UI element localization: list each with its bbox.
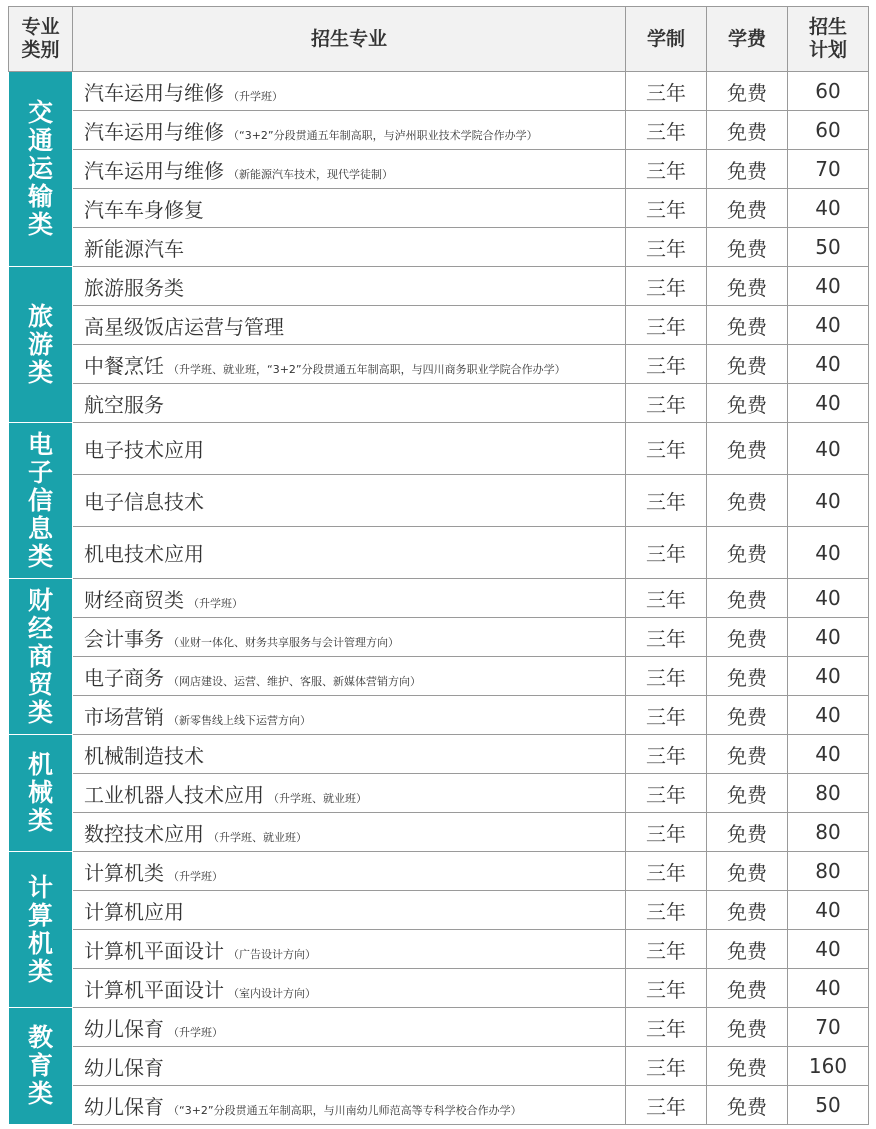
major-cell: 航空服务: [73, 384, 626, 423]
header-category: 专业类别: [9, 7, 73, 72]
table-row: [9, 969, 869, 1008]
major-note: （室内设计方向）: [228, 986, 316, 1000]
plan-cell: 80: [788, 774, 869, 813]
category-cell: 财经商贸类: [9, 579, 73, 735]
duration-cell: 三年: [626, 527, 707, 579]
plan-cell: 50: [788, 228, 869, 267]
duration-cell: 三年: [626, 384, 707, 423]
plan-cell: 40: [788, 306, 869, 345]
table-row: [9, 891, 869, 930]
duration-cell: 三年: [626, 813, 707, 852]
major-note: （“3+2”分段贯通五年制高职，与川南幼儿师范高等专科学校合作办学）: [168, 1103, 522, 1117]
fee-cell: 免费: [707, 228, 788, 267]
duration-cell: 三年: [626, 72, 707, 111]
table-row: [9, 527, 869, 579]
fee-cell: 免费: [707, 969, 788, 1008]
duration-cell: 三年: [626, 891, 707, 930]
fee-cell: 免费: [707, 696, 788, 735]
table-row: [9, 150, 869, 189]
plan-cell: 50: [788, 1086, 869, 1125]
major-cell: 汽车车身修复: [73, 189, 626, 228]
fee-cell: 免费: [707, 1086, 788, 1125]
plan-cell: 40: [788, 579, 869, 618]
major-note: （升学班、就业班）: [208, 830, 307, 844]
table-row: [9, 306, 869, 345]
major-cell: 市场营销 （新零售线上线下运营方向）: [73, 696, 626, 735]
fee-cell: 免费: [707, 735, 788, 774]
table-row: [9, 579, 869, 618]
major-cell: 计算机应用: [73, 891, 626, 930]
fee-cell: 免费: [707, 1008, 788, 1047]
major-cell: 电子商务 （网店建设、运营、维护、客服、新媒体营销方向）: [73, 657, 626, 696]
major-cell: 电子技术应用: [73, 423, 626, 475]
duration-cell: 三年: [626, 111, 707, 150]
plan-cell: 40: [788, 969, 869, 1008]
duration-cell: 三年: [626, 1086, 707, 1125]
table-row: [9, 72, 869, 111]
plan-cell: 40: [788, 527, 869, 579]
fee-cell: 免费: [707, 657, 788, 696]
header-duration: 学制: [626, 7, 707, 72]
table-row: [9, 657, 869, 696]
table-row: [9, 475, 869, 527]
fee-cell: 免费: [707, 618, 788, 657]
major-note: （升学班、就业班，“3+2”分段贯通五年制高职，与四川商务职业学院合作办学）: [168, 362, 566, 376]
major-cell: 高星级饭店运营与管理: [73, 306, 626, 345]
fee-cell: 免费: [707, 423, 788, 475]
table-row: [9, 735, 869, 774]
fee-cell: 免费: [707, 813, 788, 852]
duration-cell: 三年: [626, 267, 707, 306]
plan-cell: 160: [788, 1047, 869, 1086]
fee-cell: 免费: [707, 1047, 788, 1086]
fee-cell: 免费: [707, 267, 788, 306]
table-header-row: [9, 7, 869, 72]
duration-cell: 三年: [626, 735, 707, 774]
duration-cell: 三年: [626, 969, 707, 1008]
plan-cell: 40: [788, 475, 869, 527]
major-cell: 计算机平面设计 （室内设计方向）: [73, 969, 626, 1008]
major-cell: 机电技术应用: [73, 527, 626, 579]
table-row: [9, 111, 869, 150]
duration-cell: 三年: [626, 696, 707, 735]
major-note: （新零售线上线下运营方向）: [168, 713, 311, 727]
duration-cell: 三年: [626, 423, 707, 475]
major-cell: 幼儿保育: [73, 1047, 626, 1086]
major-cell: 电子信息技术: [73, 475, 626, 527]
table-row: [9, 1008, 869, 1047]
table-row: [9, 1047, 869, 1086]
major-cell: 汽车运用与维修 （“3+2”分段贯通五年制高职，与泸州职业技术学院合作办学）: [73, 111, 626, 150]
category-cell: 电子信息类: [9, 423, 73, 579]
fee-cell: 免费: [707, 345, 788, 384]
table-row: [9, 1086, 869, 1125]
fee-cell: 免费: [707, 475, 788, 527]
plan-cell: 80: [788, 813, 869, 852]
major-note: （升学班）: [228, 89, 283, 103]
duration-cell: 三年: [626, 774, 707, 813]
header-major: 招生专业: [73, 7, 626, 72]
category-cell: 机械类: [9, 735, 73, 852]
major-cell: 幼儿保育 （升学班）: [73, 1008, 626, 1047]
major-cell: 新能源汽车: [73, 228, 626, 267]
duration-cell: 三年: [626, 1008, 707, 1047]
duration-cell: 三年: [626, 618, 707, 657]
major-cell: 数控技术应用 （升学班、就业班）: [73, 813, 626, 852]
duration-cell: 三年: [626, 150, 707, 189]
plan-cell: 40: [788, 891, 869, 930]
duration-cell: 三年: [626, 930, 707, 969]
fee-cell: 免费: [707, 930, 788, 969]
fee-cell: 免费: [707, 891, 788, 930]
major-note: （“3+2”分段贯通五年制高职，与泸州职业技术学院合作办学）: [228, 128, 538, 142]
category-cell: 旅游类: [9, 267, 73, 423]
major-cell: 汽车运用与维修 （新能源汽车技术，现代学徒制）: [73, 150, 626, 189]
header-fee: 学费: [707, 7, 788, 72]
plan-cell: 40: [788, 423, 869, 475]
duration-cell: 三年: [626, 852, 707, 891]
plan-cell: 40: [788, 930, 869, 969]
table-row: [9, 189, 869, 228]
major-cell: 机械制造技术: [73, 735, 626, 774]
major-cell: 会计事务 （业财一体化、财务共享服务与会计管理方向）: [73, 618, 626, 657]
fee-cell: 免费: [707, 111, 788, 150]
table-row: [9, 267, 869, 306]
plan-cell: 70: [788, 150, 869, 189]
major-note: （升学班、就业班）: [268, 791, 367, 805]
plan-cell: 60: [788, 72, 869, 111]
category-cell: 教育类: [9, 1008, 73, 1125]
major-cell: 幼儿保育 （“3+2”分段贯通五年制高职，与川南幼儿师范高等专科学校合作办学）: [73, 1086, 626, 1125]
plan-cell: 40: [788, 384, 869, 423]
fee-cell: 免费: [707, 527, 788, 579]
table-row: [9, 345, 869, 384]
plan-cell: 40: [788, 735, 869, 774]
category-cell: 计算机类: [9, 852, 73, 1008]
table-row: [9, 696, 869, 735]
fee-cell: 免费: [707, 852, 788, 891]
fee-cell: 免费: [707, 579, 788, 618]
major-note: （广告设计方向）: [228, 947, 316, 961]
fee-cell: 免费: [707, 72, 788, 111]
table-row: [9, 813, 869, 852]
table-row: [9, 774, 869, 813]
major-cell: 计算机类 （升学班）: [73, 852, 626, 891]
duration-cell: 三年: [626, 345, 707, 384]
fee-cell: 免费: [707, 306, 788, 345]
major-note: （升学班）: [168, 1025, 223, 1039]
duration-cell: 三年: [626, 189, 707, 228]
major-cell: 计算机平面设计 （广告设计方向）: [73, 930, 626, 969]
major-note: （新能源汽车技术，现代学徒制）: [228, 167, 393, 181]
major-cell: 财经商贸类 （升学班）: [73, 579, 626, 618]
plan-cell: 40: [788, 267, 869, 306]
major-note: （升学班）: [188, 596, 243, 610]
duration-cell: 三年: [626, 657, 707, 696]
plan-cell: 60: [788, 111, 869, 150]
plan-cell: 40: [788, 696, 869, 735]
plan-cell: 70: [788, 1008, 869, 1047]
plan-cell: 40: [788, 657, 869, 696]
plan-cell: 80: [788, 852, 869, 891]
fee-cell: 免费: [707, 774, 788, 813]
table-row: [9, 228, 869, 267]
major-cell: 工业机器人技术应用 （升学班、就业班）: [73, 774, 626, 813]
major-note: （升学班）: [168, 869, 223, 883]
duration-cell: 三年: [626, 306, 707, 345]
fee-cell: 免费: [707, 189, 788, 228]
table-row: [9, 852, 869, 891]
major-note: （业财一体化、财务共享服务与会计管理方向）: [168, 635, 399, 649]
fee-cell: 免费: [707, 384, 788, 423]
plan-cell: 40: [788, 345, 869, 384]
table-row: [9, 384, 869, 423]
table-row: [9, 930, 869, 969]
plan-cell: 40: [788, 618, 869, 657]
table-row: [9, 618, 869, 657]
duration-cell: 三年: [626, 1047, 707, 1086]
duration-cell: 三年: [626, 579, 707, 618]
major-cell: 旅游服务类: [73, 267, 626, 306]
major-cell: 汽车运用与维修 （升学班）: [73, 72, 626, 111]
duration-cell: 三年: [626, 228, 707, 267]
category-cell: 交通运输类: [9, 72, 73, 267]
table-row: [9, 423, 869, 475]
duration-cell: 三年: [626, 475, 707, 527]
plan-cell: 40: [788, 189, 869, 228]
major-cell: 中餐烹饪 （升学班、就业班，“3+2”分段贯通五年制高职，与四川商务职业学院合作办学）: [73, 345, 626, 384]
fee-cell: 免费: [707, 150, 788, 189]
header-plan: 招生计划: [788, 7, 869, 72]
major-note: （网店建设、运营、维护、客服、新媒体营销方向）: [168, 674, 421, 688]
enrollment-table: [8, 6, 869, 1125]
